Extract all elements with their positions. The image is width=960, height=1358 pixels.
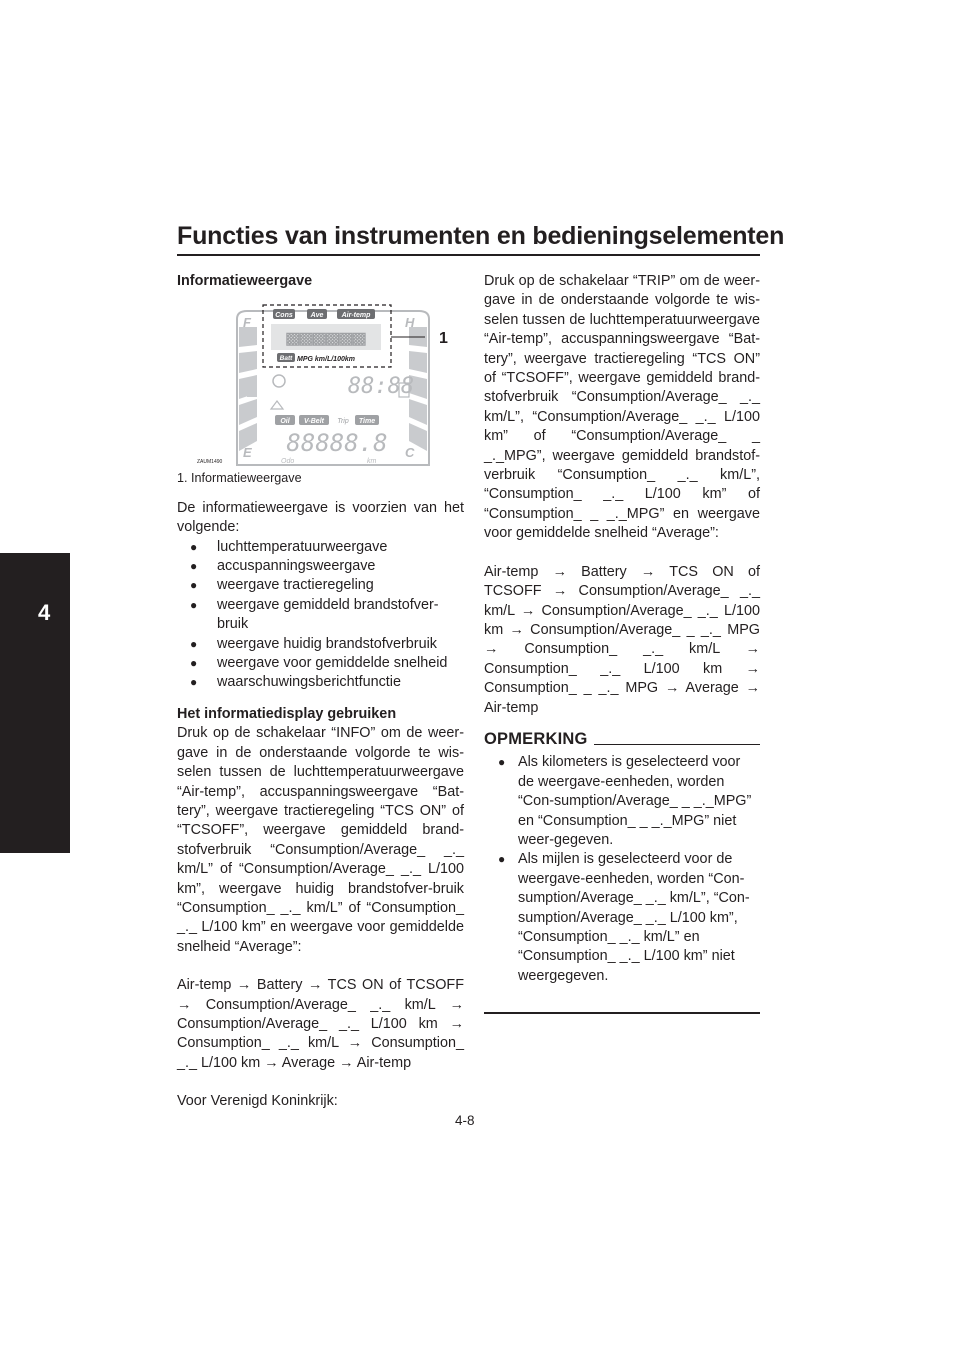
svg-text:▩▩▩▩▩▩: ▩▩▩▩▩▩ [286,326,366,352]
trip-label: Trip [337,418,349,426]
fuel-empty-label: E [243,445,252,461]
note-end-rule [484,1012,760,1014]
note-rule [594,744,760,746]
right-column [484,272,760,1014]
list-item: ● weergave gemiddeld brandstofver-bruik [177,596,464,635]
note-item: ● Als kilometers is geselecteerd voor de weergave-eenheden, worden “Con-sumption/Average_ _ _._MPG” en “Consumption_ _ _._MPG” niet weer-gegeven. [484,753,760,850]
figure-caption: 1. Informatieweergave [177,471,302,486]
odometer-digits: 88888.8 [286,429,388,458]
clock-icon [273,375,285,387]
fuel-pump-icon [247,385,257,397]
list-item: ● weergave tractieregeling [177,576,464,595]
cons-tab: Cons [275,312,293,320]
page-number: 4-8 [455,1113,475,1128]
batt-tab: Batt [279,355,293,363]
trip-switch-paragraph: Druk op de schakelaar “TRIP” om de weer-gave in de onderstaande volgorde te wis-selen tussen de luchttemperatuurweergave “Air-temp”, accuspanningsweergave “Bat-tery”, weergave tractieregeling “TCS ON” of “TCSOFF”, weergave gemiddeld brand-stofverbruik “Consumption/Average_ _._ km/L”, “Consumption/Average_ _._ L/100 km” of “Consumption/Average_ _ _._MPG”, weergave gemiddeld brandstof-verbruik “Consumption_ _._ km/L”, “Consumption_ _._ L/100 km” of “Consumption_ _ _._MPG” en weergave voor gemiddelde snelheid “Average”: [484,273,760,542]
note-title: OPMERKING [484,729,588,748]
lcd-diagram [177,297,464,469]
list-item: ● weergave huidig brandstofverbruik [177,635,464,654]
info-switch-paragraph: Druk op de schakelaar “INFO” om de weer-gave in de onderstaande volgorde te wis-selen tussen de luchttemperatuurweergave “Air-temp”, accuspanningsweergave “Bat-tery”, weergave tractieregeling “TCS ON” of “TCSOFF”, weergave gemiddeld brand-stofverbruik “Consumption/Average_ _._ km/L” of “Consumption/Average_ _._ L/100 km”, weergave huidig brandstofver-bruik “Consumption_ _._ km/L” of “Consumption_ _._ L/100 km” en weergave voor gemiddelde snelheid “Average”: [177,725,464,955]
list-item: ● weergave voor gemiddelde snelheid [177,654,464,673]
temp-cold-label: C [405,445,415,461]
chapter-number: 4 [38,600,51,625]
uk-heading: Voor Verenigd Koninkrijk: [177,1093,338,1110]
time-tab: Time [358,418,376,426]
info-sequence: Air-temp → Battery → TCS ON of TCSOFF → Consumption/Average_ _._ km/L → Consumption/Average_ _._ L/100 km → Consumption_ _._ km/L → Consumption_ _._ L/100 km → Average → Air-temp [177,977,464,1071]
trip-sequence: Air-temp → Battery → TCS ON of TCSOFF → Consumption/Average_ _._ km/L → Consumption/Average_ _._ L/100 km → Consumption/Average_ _ _._ MPG → Consumption_ _._ km/L → Consumption_ _._ L/100 km → Consumption_ _ _._ MPG → Average → Air-temp [484,563,760,716]
feature-list [177,538,464,693]
title-rule [177,254,760,256]
list-item: ● luchttemperatuurweergave [177,538,464,557]
oil-tab: Oil [280,418,290,426]
km-label: km [367,458,377,466]
note-box [484,730,760,1014]
odo-label: Odo [281,458,295,466]
figure-code: ZAUM1490 [197,459,223,466]
list-item: ● waarschuwingsberichtfunctie [177,673,464,692]
ave-tab: Ave [310,312,324,320]
note-item: ● Als mijlen is geselecteerd voor de weergave-eenheden, worden “Con-sumption/Average_ _._ km/L”, “Con-sumption/Average_ _._ L/100 km”, “Consumption_ _._ km/L” en “Consumption_ _._ L/100 km” niet weergegeven. [484,850,760,986]
left-column [177,272,464,1112]
section-heading: Informatieweergave [177,273,313,289]
air-temp-tab: Air-temp [341,312,371,320]
warning-icon [271,401,283,409]
intro-paragraph: De informatieweergave is voorzien van het volgende: [177,499,464,536]
v-belt-tab: V-Belt [304,418,324,426]
units-label: MPG km/L/100km [297,356,355,364]
temp-hot-label: H [405,315,415,331]
subsection-heading: Het informatiedisplay gebruiken [177,705,397,722]
info-display-figure [177,297,464,469]
page-title: Functies van instrumenten en bedieningselementen [177,222,785,250]
chapter-tab [0,553,70,853]
callout-number: 1 [439,330,448,348]
clock-digits: 88:88 [347,374,415,400]
fuel-full-label: F [243,315,251,331]
list-item: ● accuspanningsweergave [177,557,464,576]
